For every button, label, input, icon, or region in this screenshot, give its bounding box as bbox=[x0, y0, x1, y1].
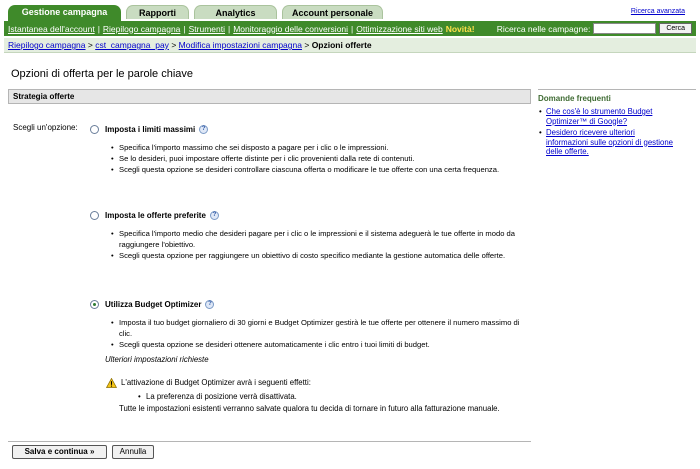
tab-gestione-campagna[interactable]: Gestione campagna bbox=[8, 5, 121, 21]
warning-note: Tutte le impostazioni esistenti verranno salvate qualora tu decida di tornare in futuro alla fatturazione manuale. bbox=[119, 404, 500, 413]
subnav-item-istantanea[interactable]: Istantanea dell'account bbox=[8, 23, 95, 34]
warning-icon bbox=[106, 378, 117, 388]
breadcrumb-current: Opzioni offerte bbox=[311, 40, 372, 50]
advanced-search-link[interactable]: Ricerca avanzata bbox=[630, 8, 685, 15]
subnav-item-ottimizzazione[interactable]: Ottimizzazione siti web bbox=[356, 23, 443, 34]
option-budget-optimizer bbox=[90, 298, 530, 350]
option-title: Utilizza Budget Optimizer bbox=[105, 299, 202, 309]
tab-analytics[interactable]: Analytics bbox=[194, 5, 277, 19]
radio-max-limits[interactable] bbox=[90, 125, 99, 134]
faq-link-budget-optimizer[interactable]: Che cos'è lo strumento Budget Optimizer™ di Google? bbox=[546, 107, 653, 126]
faq-title: Domande frequenti bbox=[538, 94, 611, 103]
option-bullets bbox=[90, 142, 530, 175]
list-item: • Scegli questa opzione se desideri controllare ciascuna offerta o modificare le tue offerte con una certa frequenza. bbox=[119, 164, 530, 175]
main-tabs bbox=[8, 5, 388, 21]
warning-bullet: • La preferenza di posizione verrà disattivata. bbox=[146, 392, 297, 401]
breadcrumb bbox=[4, 38, 696, 53]
faq-link-bid-management[interactable]: Desidero ricevere ulteriori informazioni sulle opzioni di gestione delle offerte. bbox=[546, 128, 673, 156]
subnav-separator: | bbox=[228, 23, 231, 34]
option-title: Imposta le offerte preferite bbox=[105, 210, 206, 220]
help-icon[interactable]: ? bbox=[205, 300, 214, 309]
breadcrumb-link-riepilogo[interactable]: Riepilogo campagna bbox=[8, 40, 86, 50]
page-title: Opzioni di offerta per le parole chiave bbox=[11, 68, 194, 80]
divider bbox=[538, 89, 696, 90]
option-max-limits bbox=[90, 123, 530, 175]
list-item: • Specifica l'importo medio che desideri pagare per i clic o le impressioni e il sistema adeguerà le tue offerte in modo da raggiungere l'obiettivo. bbox=[119, 228, 530, 250]
list-item: • Imposta il tuo budget giornaliero di 30 giorni e Budget Optimizer gestirà le tue offerte per ottenere il numero massimo di clic. bbox=[119, 317, 530, 339]
subnav-separator: | bbox=[351, 23, 354, 34]
breadcrumb-separator: > bbox=[304, 40, 310, 50]
faq-panel bbox=[538, 89, 678, 159]
list-item: • Specifica l'importo massimo che sei disposto a pagare per i clic o le impressioni. bbox=[119, 142, 530, 153]
option-preferred-bids bbox=[90, 209, 530, 261]
breadcrumb-link-modifica[interactable]: Modifica impostazioni campagna bbox=[178, 40, 302, 50]
list-item: • Scegli questa opzione per raggiungere un obiettivo di costo specifico mediante la gestione automatica delle offerte. bbox=[119, 250, 530, 261]
option-bullets bbox=[90, 228, 530, 261]
subnav-separator: | bbox=[97, 23, 100, 34]
tab-account-personale[interactable]: Account personale bbox=[282, 5, 383, 19]
breadcrumb-link-campaign[interactable]: cst_campagna_pay bbox=[95, 40, 169, 50]
radio-preferred-bids[interactable] bbox=[90, 211, 99, 220]
cancel-button[interactable]: Annulla bbox=[112, 445, 154, 459]
tab-rapporti[interactable]: Rapporti bbox=[126, 5, 189, 19]
further-settings-label: Ulteriori impostazioni richieste bbox=[105, 355, 209, 364]
radio-budget-optimizer[interactable] bbox=[90, 300, 99, 309]
campaign-search-button[interactable]: Cerca bbox=[659, 23, 692, 34]
sub-navigation bbox=[4, 21, 696, 36]
new-badge: Novità! bbox=[445, 23, 475, 34]
subnav-item-riepilogo[interactable]: Riepilogo campagna bbox=[102, 23, 181, 34]
subnav-item-monitoraggio[interactable]: Monitoraggio delle conversioni bbox=[233, 23, 349, 34]
choose-option-label: Scegli un'opzione: bbox=[13, 123, 78, 132]
help-icon[interactable]: ? bbox=[210, 211, 219, 220]
save-continue-button[interactable]: Salva e continua » bbox=[12, 445, 107, 459]
help-icon[interactable]: ? bbox=[199, 125, 208, 134]
breadcrumb-separator: > bbox=[171, 40, 177, 50]
option-bullets bbox=[90, 317, 530, 350]
campaign-search-label: Ricerca nelle campagne: bbox=[496, 23, 591, 34]
strategy-header: Strategia offerte bbox=[8, 89, 531, 104]
divider bbox=[8, 441, 531, 442]
list-item: • Se lo desideri, puoi impostare offerte distinte per i clic provenienti dalla rete di contenuti. bbox=[119, 153, 530, 164]
campaign-search-input[interactable] bbox=[593, 23, 656, 34]
subnav-separator: | bbox=[183, 23, 186, 34]
option-title: Imposta i limiti massimi bbox=[105, 124, 196, 134]
list-item: • Scegli questa opzione se desideri ottenere automaticamente i clic entro i tuoi limiti di budget. bbox=[119, 339, 530, 350]
subnav-item-strumenti[interactable]: Strumenti bbox=[188, 23, 225, 34]
warning-text: L'attivazione di Budget Optimizer avrà i seguenti effetti: bbox=[121, 378, 311, 387]
warning-message bbox=[106, 378, 311, 388]
breadcrumb-separator: > bbox=[87, 40, 93, 50]
